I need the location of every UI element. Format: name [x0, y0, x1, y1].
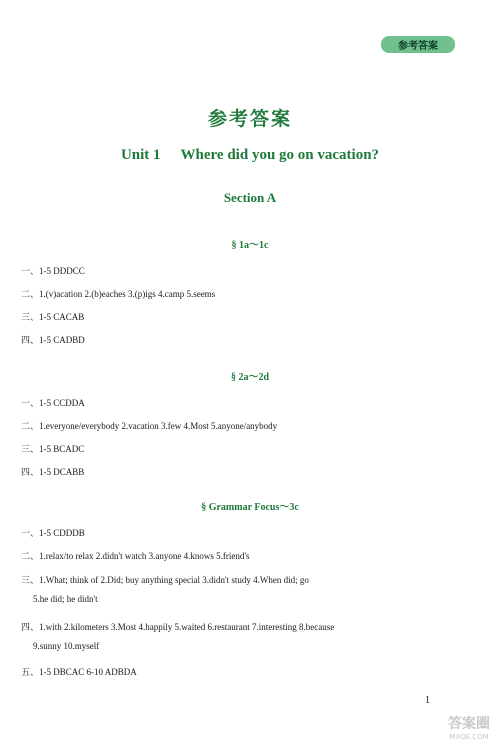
answer-line: 三、1.What; think of 2.Did; buy anything special 3.didn't study 4.When did; go — [21, 575, 309, 585]
answer-line: 三、1-5 BCADC — [21, 444, 85, 454]
answer-line: 一、1-5 CCDDA — [21, 398, 85, 408]
answer-line: 一、1-5 CDDDB — [21, 528, 85, 538]
answer-line: 五、1-5 DBCAC 6-10 ADBDA — [21, 667, 137, 677]
answer-line: 一、1-5 DDDCC — [21, 266, 85, 276]
header-tag: 参考答案 — [381, 36, 455, 53]
answer-line: 四、1-5 CADBD — [21, 335, 85, 345]
watermark-text: 答案圈 — [448, 716, 490, 732]
answer-line: 二、1.everyone/everybody 2.vacation 3.few 4.Most 5.anyone/anybody — [21, 421, 278, 431]
answer-line: 三、1-5 CACAB — [21, 312, 85, 322]
unit-question: Where did you go on vacation? — [180, 147, 380, 163]
answer-line: 9.sunny 10.myself — [33, 641, 100, 651]
watermark-logo — [440, 716, 498, 746]
unit-label: Unit 1 — [120, 147, 161, 163]
unit-title — [0, 147, 500, 164]
page-number: 1 — [425, 695, 430, 706]
section-title: Section A — [223, 190, 277, 205]
subsection-heading: § Grammar Focus～3c — [201, 502, 299, 513]
answer-line: 5.he did; he didn't — [33, 594, 98, 604]
subsection-heading: § 2a～2d — [230, 372, 270, 383]
answer-line: 四、1.with 2.kilometers 3.Most 4.happily 5.waited 6.restaurant 7.interesting 8.because — [21, 622, 335, 632]
watermark-url: MXQE.COM — [449, 733, 489, 741]
answer-line: 四、1-5 DCABB — [21, 467, 85, 477]
page-title: 参考答案 — [207, 108, 292, 130]
answer-line: 二、1.relax/to relax 2.didn't watch 3.anyone 4.knows 5.friend's — [21, 551, 250, 561]
answer-line: 二、1.(v)acation 2.(b)eaches 3.(p)igs 4.camp 5.seems — [21, 289, 216, 299]
subsection-heading: § 1a～1c — [231, 240, 269, 251]
